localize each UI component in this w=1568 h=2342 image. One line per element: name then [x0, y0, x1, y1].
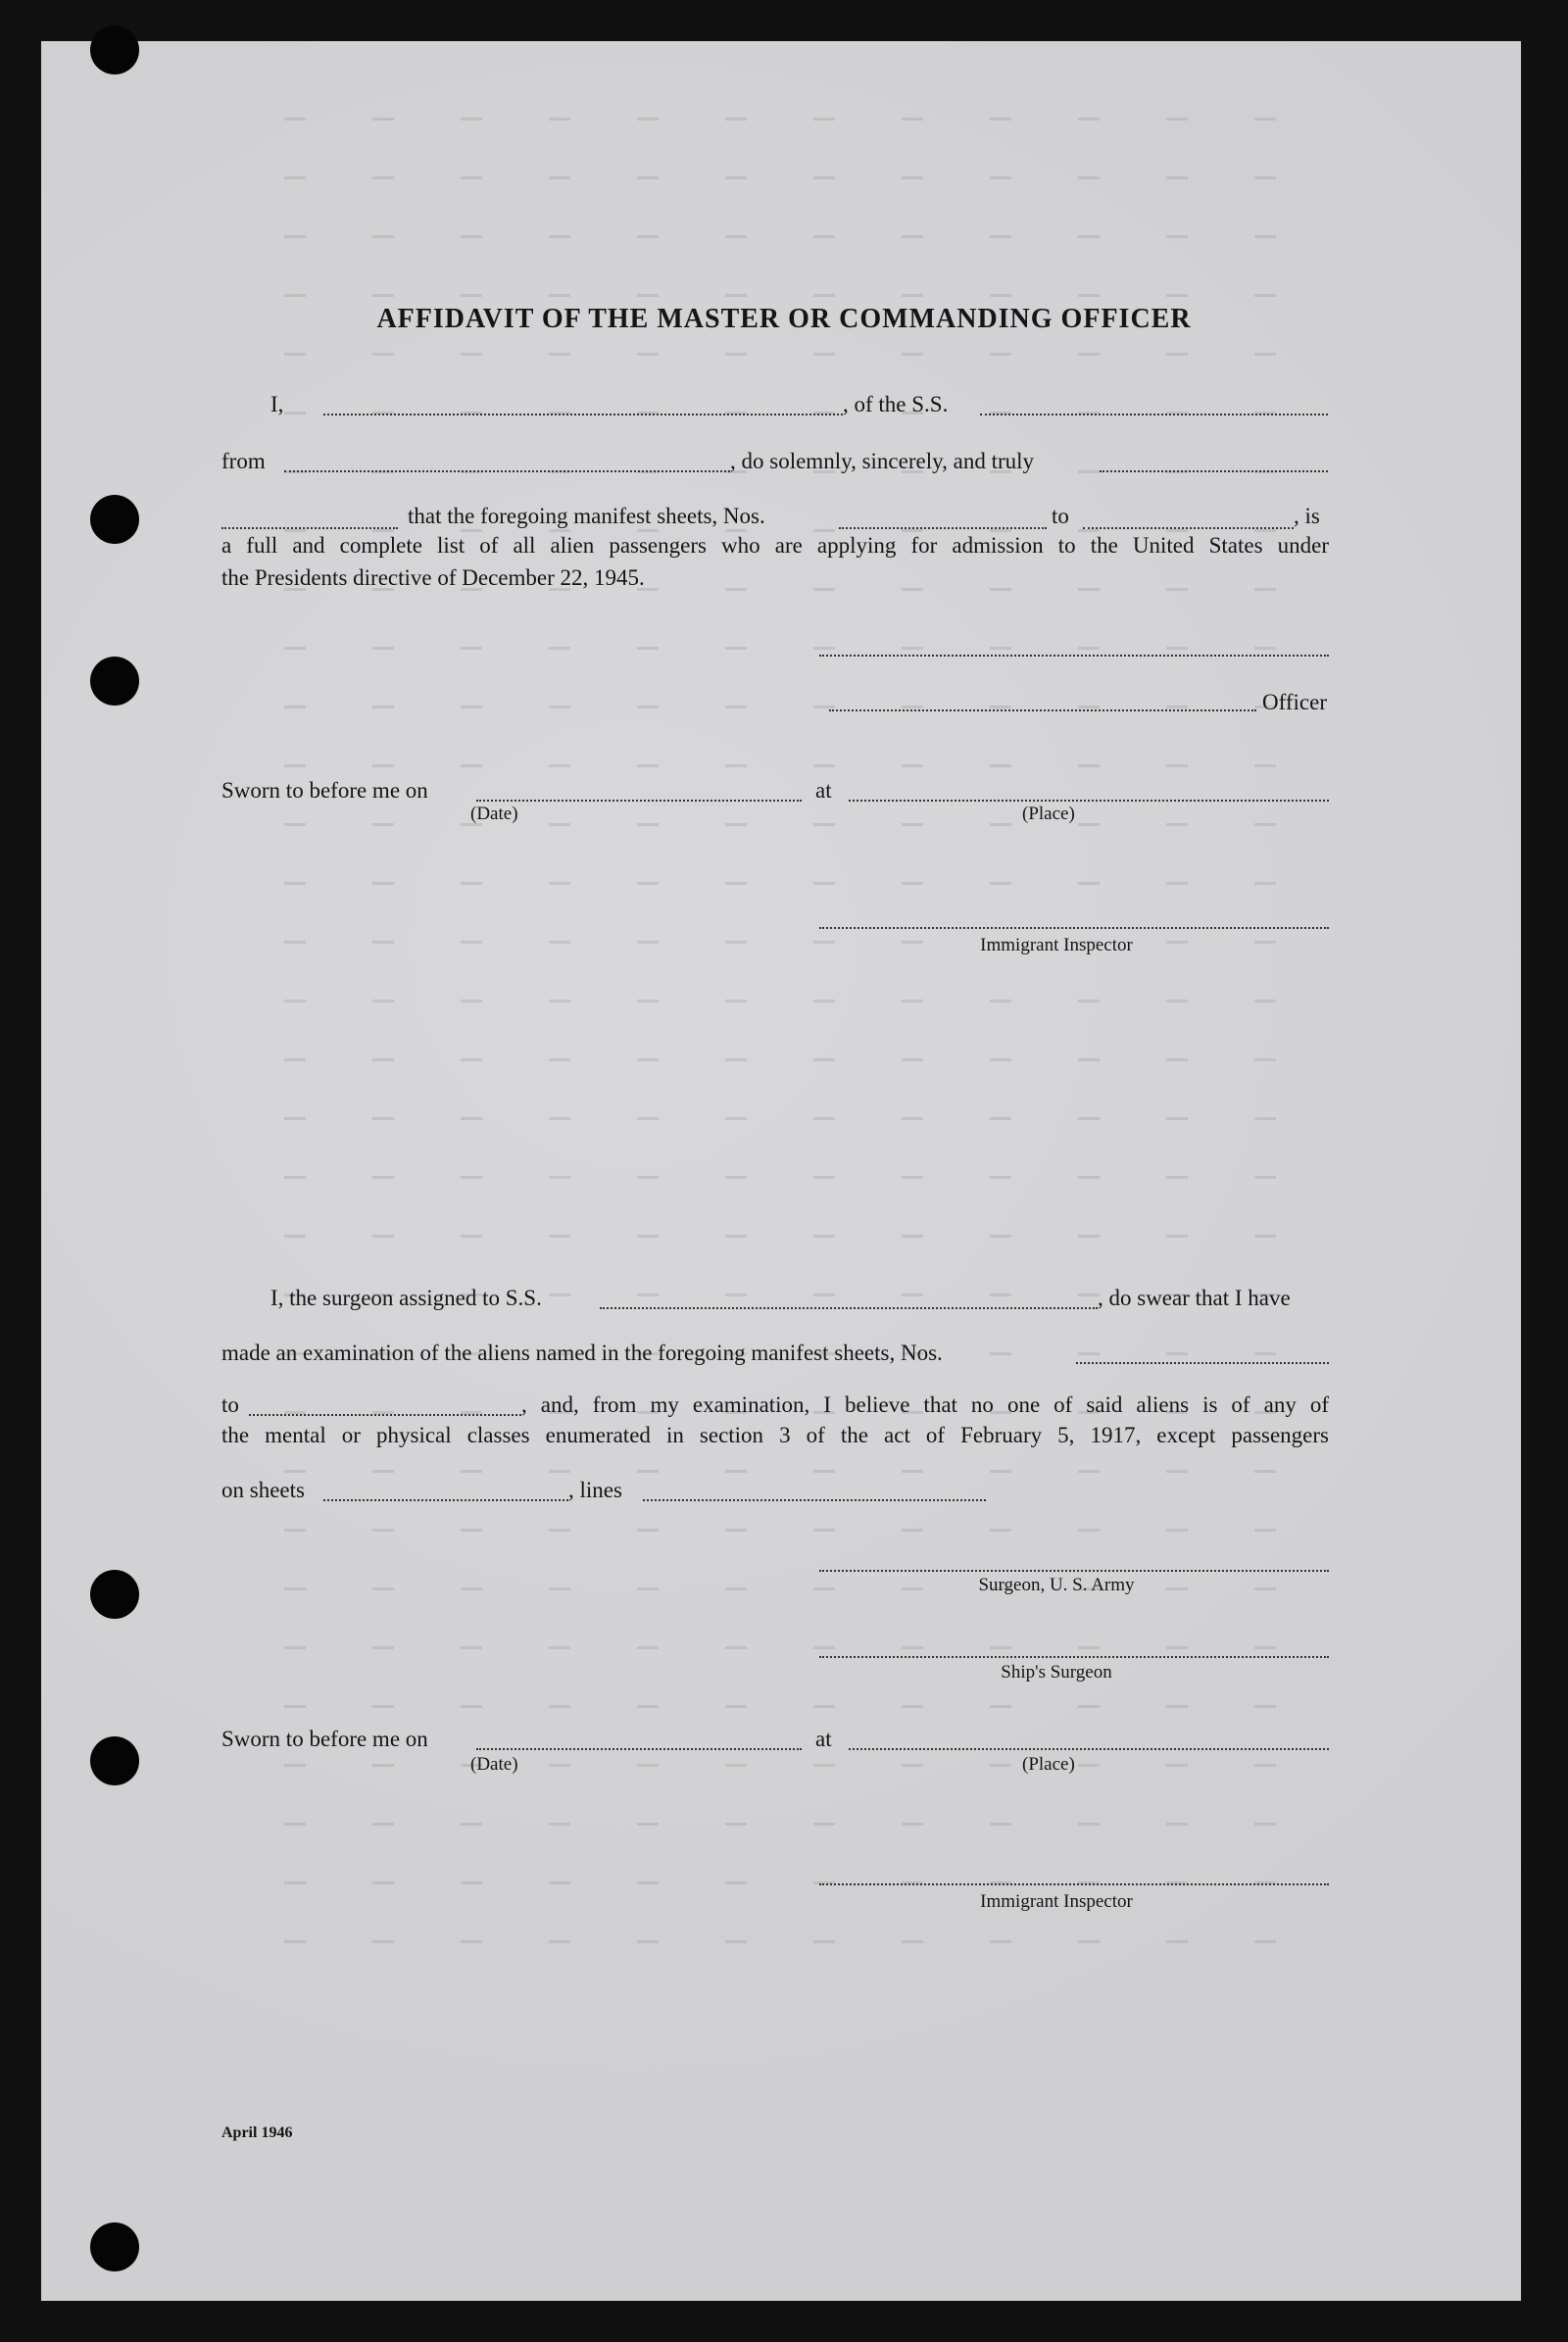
foregoing-sheets-label: that the foregoing manifest sheets, Nos.	[408, 504, 765, 528]
departure-port-field[interactable]	[284, 470, 730, 472]
officer-signature-line-1[interactable]	[819, 655, 1329, 657]
declaration-field-cont[interactable]	[221, 527, 398, 529]
surgeon-assigned-label: I, the surgeon assigned to S.S.	[270, 1286, 542, 1310]
inspector-label-1: Immigrant Inspector	[980, 935, 1133, 955]
binder-hole-2	[90, 495, 139, 544]
inspector-signature-line-2[interactable]	[819, 1883, 1329, 1885]
binder-hole-4	[90, 1570, 139, 1619]
ship-surgeon-signature-line[interactable]	[819, 1656, 1329, 1658]
surgeon-ship-field[interactable]	[600, 1307, 1098, 1309]
sworn-place-field-2[interactable]	[849, 1748, 1329, 1750]
ship-name-field[interactable]	[980, 414, 1328, 415]
made-examination-label: made an examination of the aliens named in the foregoing manifest sheets, Nos.	[221, 1341, 943, 1365]
i-label: I,	[270, 392, 284, 416]
of-ss-label: , of the S.S.	[843, 392, 949, 416]
except-sheets-field[interactable]	[323, 1499, 568, 1501]
binder-hole-1	[90, 25, 139, 74]
inspector-signature-line-1[interactable]	[819, 927, 1329, 929]
master-statement-directive: the Presidents directive of December 22, 1945.	[221, 565, 645, 590]
date-caption-1: (Date)	[470, 804, 518, 824]
sworn-date-field-1[interactable]	[476, 800, 802, 802]
sheet-from-field[interactable]	[839, 527, 1047, 529]
sworn-at-label-1: at	[815, 778, 832, 803]
sworn-label-2: Sworn to before me on	[221, 1727, 428, 1751]
inspector-label-2: Immigrant Inspector	[980, 1891, 1133, 1912]
solemnly-label: , do solemnly, sincerely, and truly	[730, 449, 1035, 473]
swear-label: , do swear that I have	[1098, 1286, 1291, 1310]
place-caption-2: (Place)	[1022, 1754, 1075, 1775]
sworn-date-field-2[interactable]	[476, 1748, 802, 1750]
surgeon-to-label: to	[221, 1392, 239, 1417]
sworn-label-1: Sworn to before me on	[221, 778, 428, 803]
date-caption-2: (Date)	[470, 1754, 518, 1775]
examination-belief-text: , and, from my examination, I believe that no one of said aliens is of any of	[521, 1392, 1329, 1417]
affidavit-title: AFFIDAVIT OF THE MASTER OR COMMANDING OFFICER	[376, 304, 1192, 334]
army-surgeon-label: Surgeon, U. S. Army	[978, 1575, 1135, 1595]
army-surgeon-signature-line[interactable]	[819, 1570, 1329, 1572]
from-label: from	[221, 449, 266, 473]
binder-hole-3	[90, 657, 139, 706]
surgeon-sheet-to-field[interactable]	[249, 1414, 521, 1416]
ship-surgeon-label: Ship's Surgeon	[1001, 1662, 1112, 1683]
sworn-place-field-1[interactable]	[849, 800, 1329, 802]
binder-hole-6	[90, 2222, 139, 2271]
form-sheet	[41, 41, 1521, 2301]
sheet-to-field[interactable]	[1083, 527, 1294, 529]
form-date: April 1946	[221, 2124, 293, 2141]
mental-physical-classes-text: the mental or physical classes enumerated in section 3 of the act of February 5, 1917, except passengers	[221, 1423, 1329, 1447]
binder-hole-5	[90, 1736, 139, 1785]
lines-label: , lines	[568, 1478, 622, 1502]
surgeon-sheet-from-field[interactable]	[1076, 1362, 1329, 1364]
on-sheets-label: on sheets	[221, 1478, 305, 1502]
place-caption-1: (Place)	[1022, 804, 1075, 824]
sheet-to-label: to	[1052, 504, 1069, 528]
master-statement-line: a full and complete list of all alien passengers who are applying for admission to the United States under	[221, 533, 1329, 558]
except-lines-field[interactable]	[643, 1499, 986, 1501]
officer-signature-line-2[interactable]	[829, 709, 1256, 711]
declaration-field[interactable]	[1100, 470, 1328, 472]
master-name-field[interactable]	[323, 414, 843, 415]
officer-label: Officer	[1262, 690, 1327, 714]
sworn-at-label-2: at	[815, 1727, 832, 1751]
is-label: , is	[1294, 504, 1320, 528]
